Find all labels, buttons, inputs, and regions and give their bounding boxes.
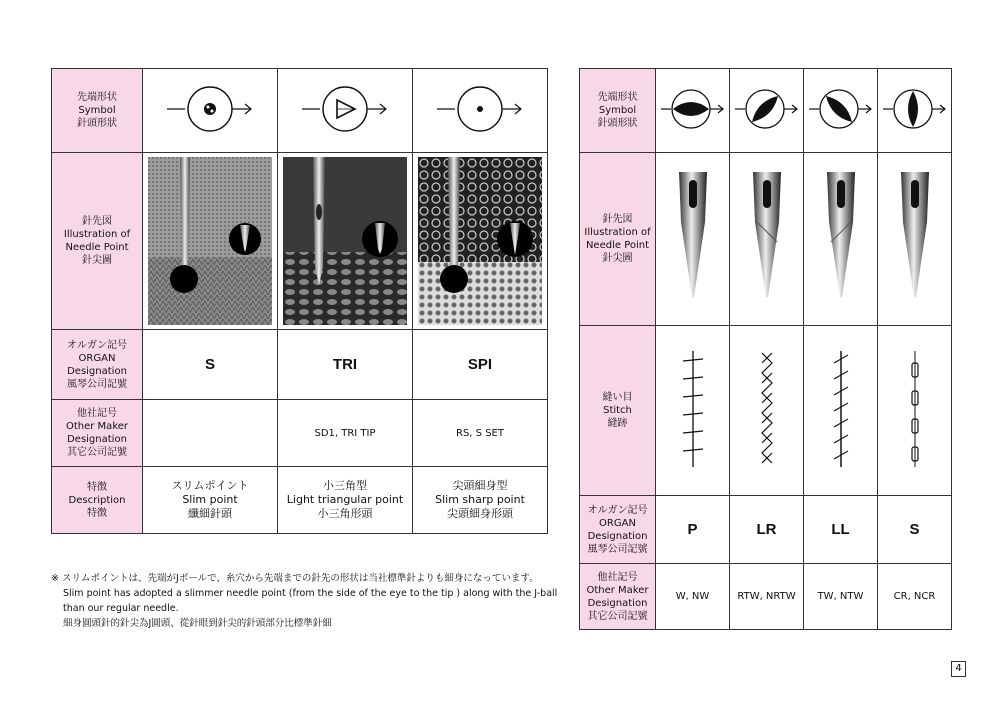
needle-point-p-illustration (673, 172, 713, 302)
slim-sharp-point-needle-photo (418, 157, 542, 325)
symbol-row-header: 先端形状 Symbol 針頭形狀 (52, 69, 143, 153)
illustration-cell-p (656, 153, 730, 326)
description-tri: 小三角型 Light triangular point 小三角形頭 (278, 467, 413, 534)
stitch-cell-s-right (878, 326, 952, 496)
organ-row-header: オルガン記号 ORGAN Designation 風琴公司記號 (52, 330, 143, 400)
other-maker-p: W, NW (656, 564, 730, 630)
designation-lr: LR (730, 496, 804, 564)
designation-s-right: S (878, 496, 952, 564)
two-dot-circle-icon (165, 84, 255, 134)
left-slant-lens-icon (809, 87, 873, 131)
vertical-lens-icon (883, 87, 947, 131)
description-row-header: 特徴 Description 特徴 (52, 467, 143, 534)
other-maker-lr: RTW, NRTW (730, 564, 804, 630)
other-maker-row-header: 他社記号 Other Maker Designation 其它公司記號 (52, 400, 143, 467)
stitch-cell-ll (804, 326, 878, 496)
footnote (51, 571, 571, 631)
stitch-cell-lr (730, 326, 804, 496)
description-spi: 尖頭細身型 Slim sharp point 尖頭細身形頭 (413, 467, 548, 534)
illustration-row-header-right: 針先図 Illustration of Needle Point 針尖圖 (580, 153, 656, 326)
other-maker-s-right: CR, NCR (878, 564, 952, 630)
symbol-cell-spi (413, 69, 548, 153)
illustration-cell-s (143, 153, 278, 330)
page-number: 4 (951, 661, 966, 677)
dot-circle-icon (435, 84, 525, 134)
horizontal-lens-icon (661, 87, 725, 131)
footnote-english-2: than our regular needle. (63, 603, 179, 614)
symbol-cell-p (656, 69, 730, 153)
right-needle-table (579, 68, 952, 630)
stitch-row-header: 縫い目 Stitch 縫跡 (580, 326, 656, 496)
triangular-point-needle-photo (283, 157, 407, 325)
symbol-cell-s (143, 69, 278, 153)
illustration-cell-spi (413, 153, 548, 330)
needle-point-s-illustration (895, 172, 935, 302)
symbol-row-header-right: 先端形状 Symbol 針頭形狀 (580, 69, 656, 153)
other-maker-ll: TW, NTW (804, 564, 878, 630)
designation-tri: TRI (278, 330, 413, 400)
symbol-cell-s-right (878, 69, 952, 153)
stitch-p-illustration (678, 349, 708, 469)
footnote-japanese: ※ スリムポイントは、先端がJボールで、糸穴から先端までの針先の形状は当社標準針よりも細身になっています。 (51, 573, 539, 584)
symbol-cell-tri (278, 69, 413, 153)
organ-row-header-right: オルガン記号 ORGAN Designation 風琴公司記號 (580, 496, 656, 564)
illustration-row-header: 針先図 Illustration of Needle Point 針尖圖 (52, 153, 143, 330)
other-maker-row-header-right: 他社記号 Other Maker Designation 其它公司記號 (580, 564, 656, 630)
illustration-cell-s-right (878, 153, 952, 326)
symbol-cell-ll (804, 69, 878, 153)
stitch-ll-illustration (826, 349, 856, 469)
footnote-chinese: 細身圓頭針的針尖為J圓頭、從針眼到針尖的針頭部分比標準針細 (63, 618, 332, 629)
left-needle-table (51, 68, 548, 534)
stitch-cell-p (656, 326, 730, 496)
designation-spi: SPI (413, 330, 548, 400)
triangle-circle-icon (300, 84, 390, 134)
needle-point-ll-illustration (821, 172, 861, 302)
right-slant-lens-icon (735, 87, 799, 131)
designation-s: S (143, 330, 278, 400)
designation-ll: LL (804, 496, 878, 564)
needle-point-lr-illustration (747, 172, 787, 302)
other-maker-s (143, 400, 278, 467)
illustration-cell-lr (730, 153, 804, 326)
illustration-cell-ll (804, 153, 878, 326)
illustration-cell-tri (278, 153, 413, 330)
stitch-s-illustration (900, 349, 930, 469)
slim-point-needle-photo (148, 157, 272, 325)
footnote-english-1: Slim point has adopted a slimmer needle point (from the side of the eye to the tip ) along with the J-ball (63, 588, 558, 599)
description-s: スリムポイント Slim point 纖細針頭 (143, 467, 278, 534)
other-maker-spi: RS, S SET (413, 400, 548, 467)
other-maker-tri: SD1, TRI TIP (278, 400, 413, 467)
designation-p: P (656, 496, 730, 564)
stitch-lr-illustration (752, 349, 782, 469)
symbol-cell-lr (730, 69, 804, 153)
